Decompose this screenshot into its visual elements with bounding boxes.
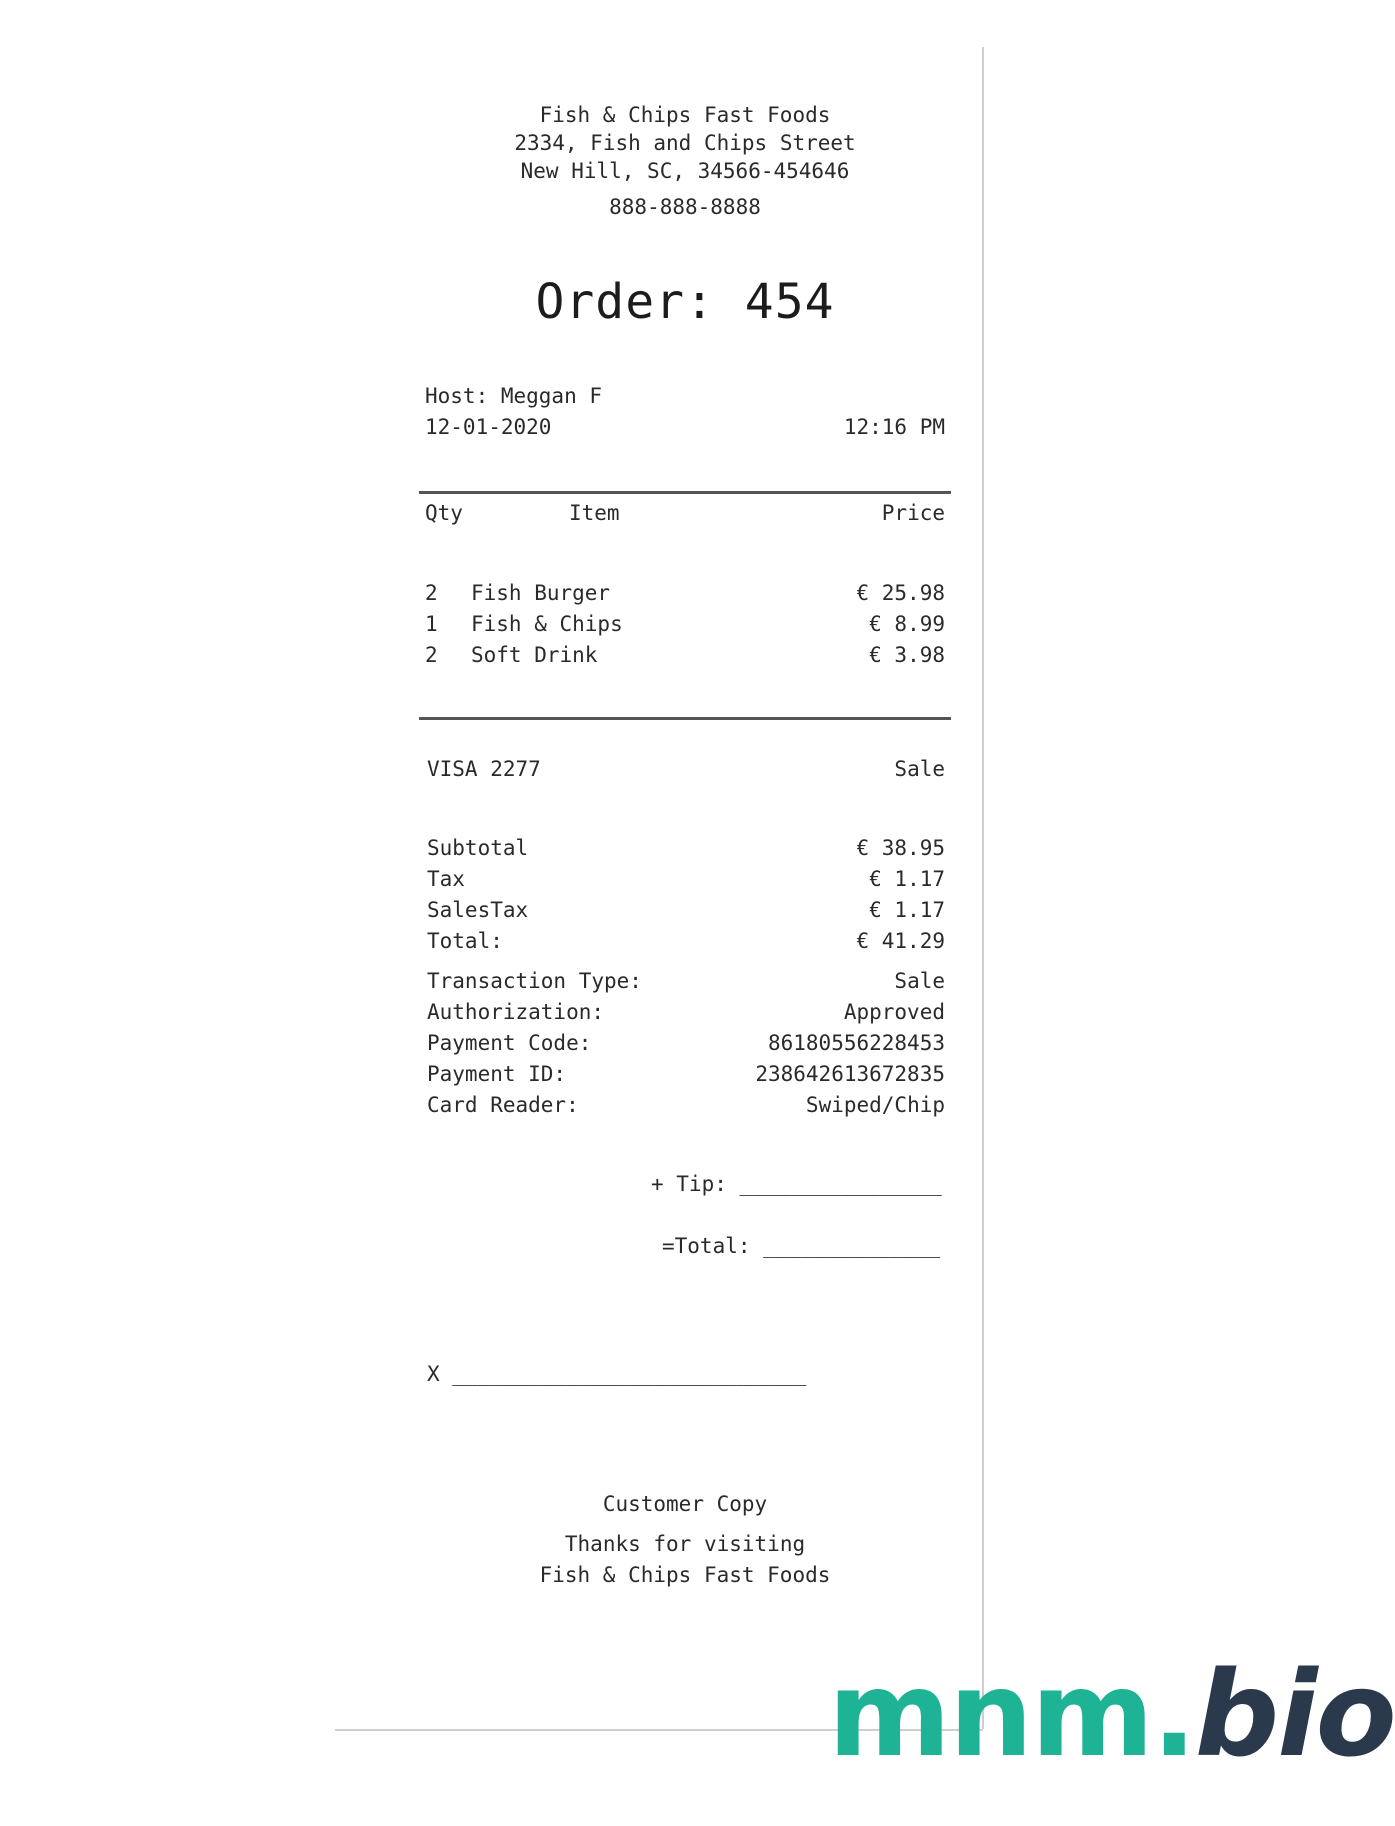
item-name: Fish & Chips <box>471 612 623 636</box>
card-reader-label: Card Reader: <box>427 1093 579 1117</box>
vertical-divider <box>982 47 984 1729</box>
total-value: € 41.29 <box>856 929 945 953</box>
salestax-label: SalesTax <box>427 898 529 922</box>
order-date: 12-01-2020 <box>425 415 552 439</box>
tax-value: € 1.17 <box>869 867 945 891</box>
item-price: € 25.98 <box>856 581 945 605</box>
column-item: Item <box>569 501 620 525</box>
store-address-line1: 2334, Fish and Chips Street <box>514 131 856 155</box>
rule-top <box>419 491 951 494</box>
transaction-type-value: Sale <box>894 969 945 993</box>
subtotal-value: € 38.95 <box>856 836 945 860</box>
store-address-line2: New Hill, SC, 34566-454646 <box>520 159 850 183</box>
watermark-part1: mnm. <box>828 1645 1195 1783</box>
column-qty: Qty <box>425 501 463 525</box>
item-qty: 1 <box>425 612 438 636</box>
card-reader-value: Swiped/Chip <box>805 1093 945 1117</box>
item-name: Soft Drink <box>471 643 598 667</box>
transaction-type-label: Transaction Type: <box>427 969 642 993</box>
thanks-text: Thanks for visiting <box>564 1532 806 1556</box>
authorization-value: Approved <box>843 1000 945 1024</box>
host: Host: Meggan F <box>425 384 603 408</box>
store-name: Fish & Chips Fast Foods <box>539 103 831 127</box>
item-price: € 3.98 <box>869 643 945 667</box>
footer-store-name: Fish & Chips Fast Foods <box>539 1563 831 1587</box>
order-time: 12:16 PM <box>843 415 945 439</box>
order-title: Order: 454 <box>535 274 835 330</box>
payment-code-value: 86180556228453 <box>767 1031 945 1055</box>
payment-id-value: 238642613672835 <box>755 1062 945 1086</box>
watermark-logo <box>828 1645 1395 1783</box>
item-qty: 2 <box>425 643 438 667</box>
item-price: € 8.99 <box>869 612 945 636</box>
watermark-part2: bio <box>1194 1645 1395 1783</box>
item-qty: 2 <box>425 581 438 605</box>
column-price: Price <box>881 501 945 525</box>
signature-line: X ____________________________ <box>427 1362 807 1386</box>
salestax-value: € 1.17 <box>869 898 945 922</box>
tax-label: Tax <box>427 867 465 891</box>
tip-line: + Tip: ________________ <box>651 1172 942 1196</box>
card-info: VISA 2277 <box>427 757 541 781</box>
customer-copy: Customer Copy <box>602 1492 768 1516</box>
payment-id-label: Payment ID: <box>427 1062 567 1086</box>
payment-code-label: Payment Code: <box>427 1031 592 1055</box>
store-phone: 888-888-8888 <box>609 195 761 219</box>
tip-total-line: =Total: ______________ <box>662 1234 941 1258</box>
total-label: Total: <box>427 929 503 953</box>
authorization-label: Authorization: <box>427 1000 605 1024</box>
rule-bottom <box>419 717 951 720</box>
item-name: Fish Burger <box>471 581 611 605</box>
payment-type: Sale <box>894 757 945 781</box>
subtotal-label: Subtotal <box>427 836 529 860</box>
